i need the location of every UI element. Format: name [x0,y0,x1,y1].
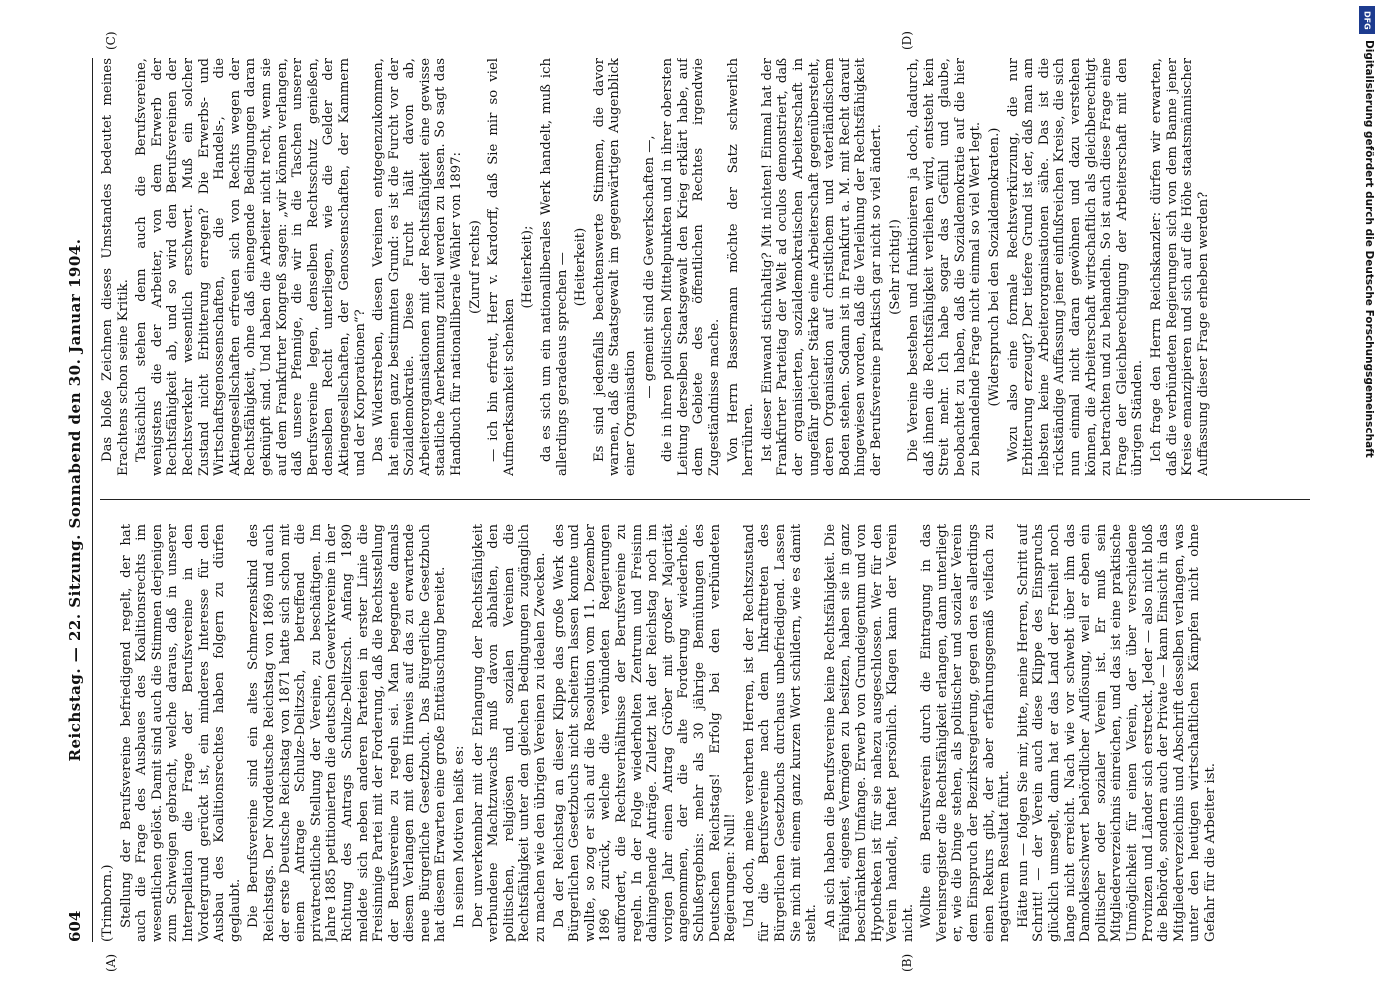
paragraph: Stellung der Berufsvereine befriedigend regelt, der hat auch die Frage des Ausbaues des Koalitionsrechts im wesentlichen gelöst. Damit sind auch die Stimmen derjenigen zum Schweigen gebracht, welche daraus, daß in unserer Interpellation die Frage der Berufsvereine in den Vordergrund gerückt ist, ein minderes Interesse für den Ausbau des Koalitionsrechtes haben folgern zu dürfen geglaubt. [118,524,243,942]
right-column [100,58,1310,476]
paragraph: (Heiterkeit) [573,227,589,307]
margin-marker-a: (A) [104,953,118,972]
paragraph: (Zuruf rechts) [467,220,483,314]
dfg-logo: DFG [1359,6,1375,34]
page-title: Reichstag. — 22. Sitzung. Sonnabend den 30. Januar 1904. [66,238,84,762]
margin-marker-c: (C) [104,31,118,50]
paragraph: Da der Reichstag an dieser Klippe das große Werk des Bürgerlichen Gesetzbuchs nicht scheitern lassen konnte und wollte, so zog er sich auf die Resolution vom 11. Dezember 1896 zurück, welche die verbündeten Regierungen auffordert, die Rechtsverhältnisse der Berufsvereine zu regeln. In der Folge wiederholten Zentrum und Freisinn dahingehende Anträge. Zuletzt hat der Reichstag noch im vorigen Jahr einen Antrag Gröber mit großer Majorität angenommen, der die alte Forderung wiederholte. Schlußergebnis: mehr als 30 jährige Bemühungen des Deutschen Reichstags! Erfolg bei den verbündeten Regierungen: Null! [551,524,739,942]
paragraph: Der unverkennbar mit der Erlangung der Rechtsfähigkeit verbundene Machtzuwachs muß davon abhalten, den politischen, religiösen und sozialen Vereinen die Rechtsfähigkeit unter den gleichen Bedingungen zugänglich zu machen wie den übrigen Vereinen zu idealen Zwecken. [470,524,549,942]
margin-marker-b: (B) [900,953,914,972]
left-column [100,524,1310,942]
paragraph: An sich haben die Berufsvereine keine Rechtsfähigkeit. Die Fähigkeit, eigenes Vermögen zu besitzen, haben sie in ganz beschränktem Umfange. Erwerb von Grundeigentum und von Hypotheken ist für sie nahezu ausgeschlossen. Wer für den Verein handelt, haftet persönlich. Klagen kann der Verein nicht. [822,524,916,942]
paragraph: die in ihren politischen Mittelpunkten und in ihrer obersten Leitung derselben Staatsgewalt den Krieg erklärt habe, auf dem Gebiete des öffentlichen Rechtes irgendwie Zugeständnisse mache. [660,58,722,476]
paragraph: da es sich um ein nationalliberales Werk handelt, muß ich allerdings geradeaus sprechen — [539,58,570,476]
speaker-name: (Trimborn.) [100,864,115,942]
paragraph: — gemeint sind die Gewerkschaften —, [641,135,657,399]
paragraph: In seinen Motiven heißt es: [452,745,468,928]
paragraph: Das Widerstreben, diesen Vereinen entgegenzukommen, hat einen ganz bestimmten Grund: es ist die Furcht vor der Sozialdemokratie. Diese Furcht hält davon ab, Arbeiterorganisationen mit der Rechtsfähigkeit eine gewisse staatliche Anerkennung zuteil werden zu lassen. So sagt das Handbuch für nationalliberale Wähler von 1897: [371,58,465,476]
page-header [60,58,93,942]
paragraph: (Widerspruch bei den Sozialdemokraten.) [987,127,1003,407]
paragraph: Wozu also eine formale Rechtsverkürzung, die nur Erbitterung erzeugt? Der tiefere Grund ist der, daß man am liebsten keine Arbeiterorganisationen sähe. Das ist die rückständige Auffassung jener einflußreichen Kreise, die sich nun einmal nicht daran gewöhnen und dazu verstehen können, die Arbeiterschaft wirtschaftlich als gleichberechtigt zu betrachten und zu behandeln. So ist auch diese Frage eine Frage der Gleichberechtigung der Arbeiterschaft mit den übrigen Ständen. [1005,58,1146,476]
paragraph: Es sind jedenfalls beachtenswerte Stimmen, die davor warnen, daß die Staatsgewalt im gegenwärtigen Augenblick einer Organisation [591,58,638,476]
paragraph: Das bloße Zeichnen dieses Umstandes bedeutet meines Erachtens schon seine Kritik. [100,58,131,476]
paragraph: (Heiterkeit); [520,225,536,309]
paragraph: (Sehr richtig!) [887,219,903,315]
paragraph: Tatsächlich stehen denn auch die Berufsvereine, wenigstens die der Arbeiter, von dem Erwerb der Rechtsfähigkeit ab, und so wird den Berufsvereinen der Rechtsverkehr wesentlich erschwert. Muß ein solcher Zustand nicht Erbitterung erregen? Die Erwerbs- und Wirtschaftsgenossenschaften, die Handels-, die Aktiengesellschaften erfreuen sich von Rechts wegen der Rechtsfähigkeit, ohne daß einengende Bedingungen daran geknüpft sind. Und haben die Arbeiter nicht recht, wenn sie auf dem Frankfurter Kongreß sagen: „wir können verlangen, daß unsere Pfennige, die wir in die Taschen unserer Berufsvereine legen, denselben Rechtsschutz genießen, denselben Recht unterliegen, wie die Gelder der Aktiengesellschaften, der Genossenschaften, der Kammern und der Korporationen“? [134,58,368,476]
paragraph: Hätte nun — folgen Sie mir, bitte, meine Herren, Schritt auf Schritt! — der Verein auch diese Klippe des Einspruchs glücklich umsegelt, dann hat er das Land der Freiheit noch lange nicht erreicht. Nach wie vor schwebt über ihm das Damoklesschwert behördlicher Auflösung, weil er eben ein politischer oder sozialer Verein ist. Er muß sein Mitgliederverzeichnis einreichen, und das ist eine praktische Unmöglichkeit für einen Verein, der über verschiedene Provinzen und Länder sich erstreckt. Jeder — also nicht bloß die Behörde, sondern auch der Private — kann Einsicht in das Mitgliederverzeichnis und Abschrift desselben verlangen, was unter den heutigen wirtschaftlichen Kämpfen nicht ohne Gefahr für die Arbeiter ist. [1015,524,1218,942]
paragraph: Ich frage den Herrn Reichskanzler: dürfen wir erwarten, daß die verbündeten Regierungen sich von dem Banne jener Kreise emanzipieren und sich auf die Höhe staatsmännischer Auffassung dieser Frage erheben werden? [1149,58,1211,476]
column-divider [100,499,1310,500]
paragraph: Die Berufsvereine sind ein altes Schmerzenskind des Reichstags. Der Norddeutsche Reichstag von 1869 und auch der erste Deutsche Reichstag von 1871 hatte sich schon mit einem Antrage Schulze-Delitzsch, betreffend die privatrechtliche Stellung der Vereine, zu beschäftigen. Im Jahre 1885 petitionierten die deutschen Gewerkvereine in der Richtung des Antrags Schulze-Delitzsch. Anfang 1890 meldete sich neben anderen Parteien in erster Linie die Freisinnige Partei mit der Forderung, daß die Rechtsstellung der Berufsvereine zu regeln sei. Man begegnete damals diesem Verlangen mit dem Hinweis auf das zu erwartende neue Bürgerliche Gesetzbuch. Das Bürgerliche Gesetzbuch hat diesem Erwarten eine große Enttäuschung bereitet. [246,524,449,942]
paragraph: Wollte ein Berufsverein durch die Eintragung in das Vereinsregister die Rechtsfähigkeit erlangen, dann unterliegt er, wie die Dinge stehen, als politischer und sozialer Verein dem Einspruch der Bezirksregierung, gegen den es allerdings einen Rekurs gibt, der aber erfahrungsgemäß vielfach zu negativem Resultat führt. [919,524,1013,942]
margin-marker-d: (D) [900,31,914,50]
paragraph: — ich bin erfreut, Herr v. Kardorff, daß Sie mir so viel Aufmerksamkeit schenken [486,58,517,476]
paragraph: Die Vereine bestehen und funktionieren ja doch, dadurch, daß ihnen die Rechtsfähigkeit verliehen wird, entsteht kein Streit mehr. Ich habe sogar das Gefühl und glaube, beobachtet zu haben, daß die Sozialdemokratie auf die hier zu behandelnde Frage nicht einmal so viel Wert legt. [906,58,984,476]
paragraph: Von Herrn Bassermann möchte der Satz schwerlich herrühren. [725,58,757,476]
digitization-note: Digitalisierung gefördert durch die Deutsche Forschungsgemeinschaft [1363,40,1375,458]
page-number: 604 [66,910,84,942]
paragraph: Und doch, meine verehrten Herren, ist der Rechtszustand für die Berufsvereine nach dem Inkrafttreten des Bürgerlichen Gesetzbuchs durchaus unbefriedigend. Lassen Sie mich mit einem ganz kurzen Wort schildern, wie es damit steht. [741,524,820,942]
page-body [60,31,1320,972]
paragraph: Ist dieser Einwand stichhaltig? Mit nichten! Einmal hat der Frankfurter Parteitag der Welt ad oculos demonstriert, daß der organisierten, sozialdemokratischen Arbeiterschaft in ungefähr gleicher Stärke eine Arbeiterschaft gegenübersteht, deren Organisation auf christlichem und vaterländischem Boden stehen. Sodann ist in Frankfurt a. M. mit Recht darauf hingewiesen worden, daß die Verleihung der Rechtsfähigkeit der Berufsvereine praktisch gar nicht so viel ändert. [759,58,884,476]
